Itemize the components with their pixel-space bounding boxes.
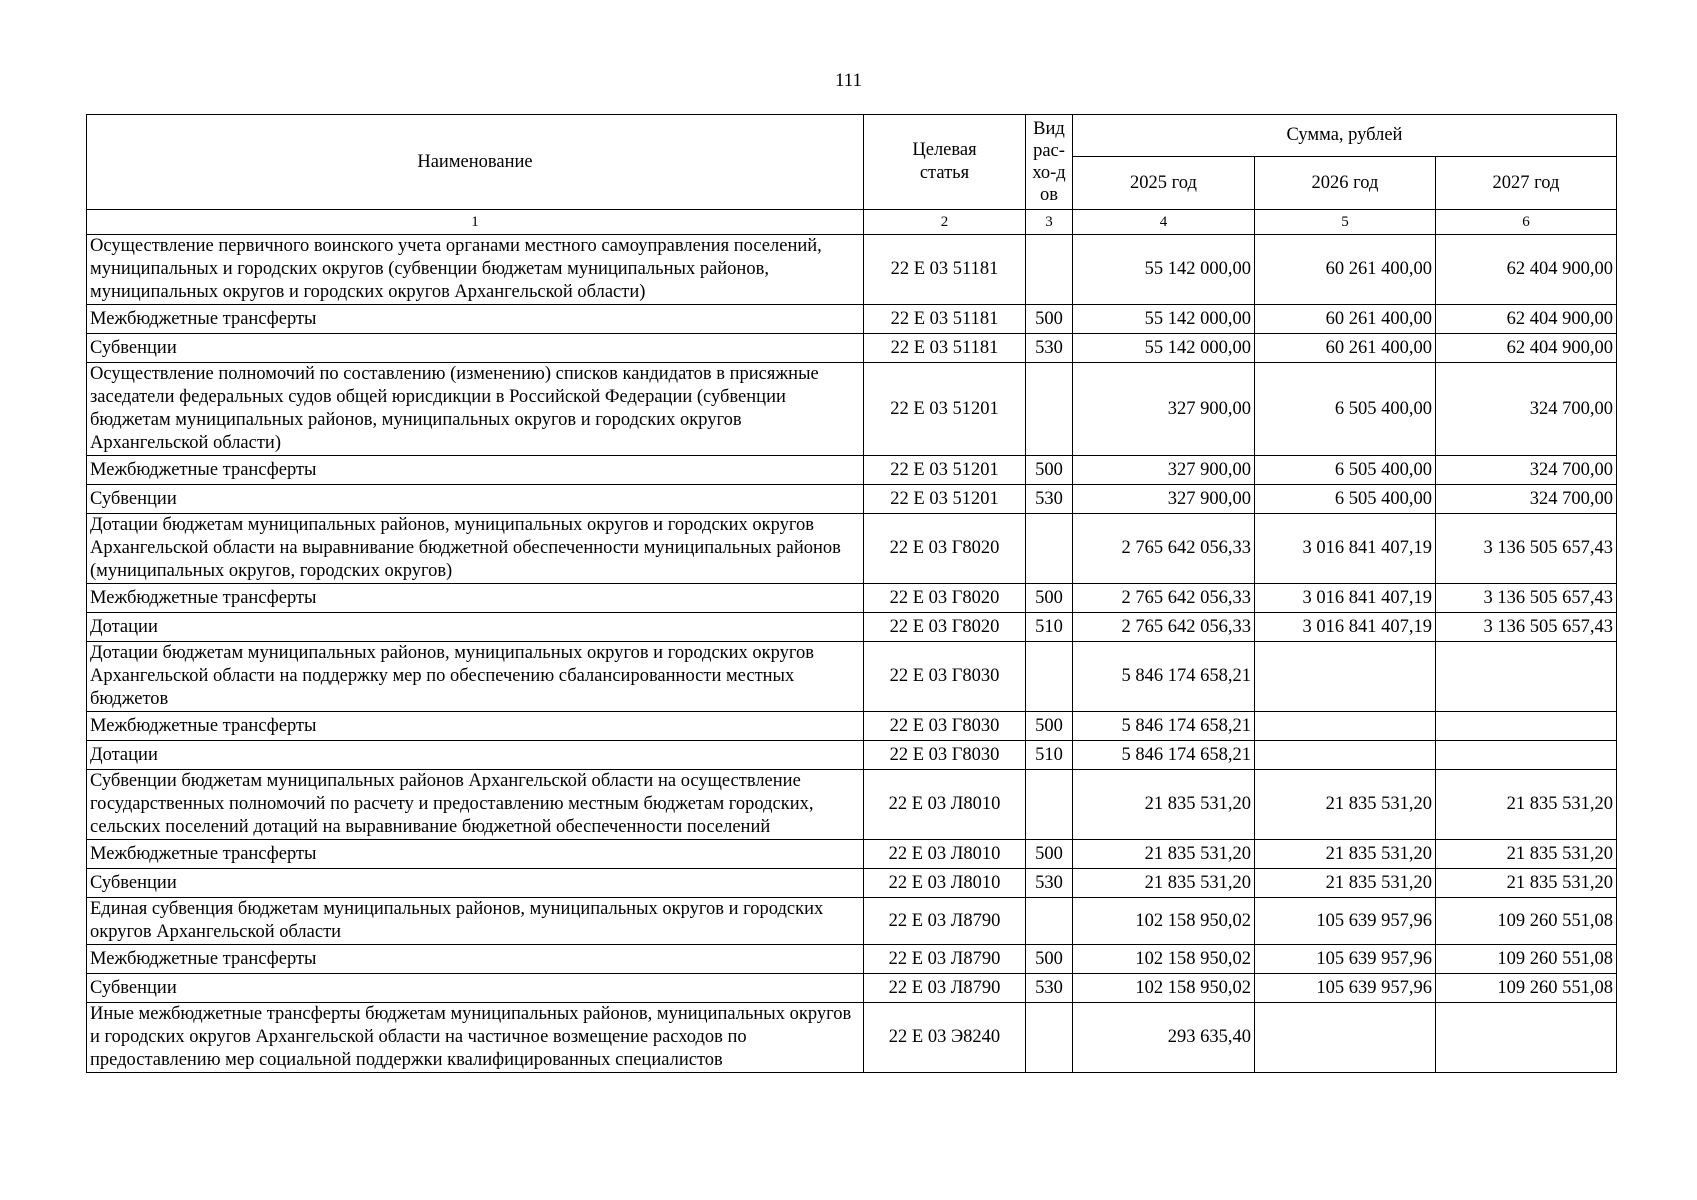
row-amount-2026: 3 016 841 407,19 [1255, 584, 1436, 613]
row-amount-2025: 5 846 174 658,21 [1073, 642, 1255, 712]
row-name: Осуществление полномочий по составлению (изменению) списков кандидатов в присяжные заседатели федеральных судов общей юрисдикции в Российской Федерации (субвенции бюджетам муниципальных районов, муниципальных округов и городских округов Архангельской области) [87, 363, 864, 456]
header-year-2025: 2025 год [1073, 157, 1255, 210]
row-target-article: 22 Е 03 51181 [864, 235, 1026, 305]
table-row [87, 363, 1617, 456]
table-row [87, 642, 1617, 712]
row-target-article: 22 Е 03 51201 [864, 485, 1026, 514]
table-row [87, 613, 1617, 642]
row-amount-2027: 324 700,00 [1436, 485, 1617, 514]
table-row [87, 945, 1617, 974]
row-amount-2027: 109 260 551,08 [1436, 945, 1617, 974]
table-row [87, 456, 1617, 485]
row-amount-2025: 102 158 950,02 [1073, 945, 1255, 974]
row-amount-2025: 21 835 531,20 [1073, 770, 1255, 840]
table-row [87, 974, 1617, 1003]
row-name: Межбюджетные трансферты [87, 712, 864, 741]
col-number: 2 [864, 210, 1026, 235]
header-year-2027: 2027 год [1436, 157, 1617, 210]
col-number: 3 [1026, 210, 1073, 235]
row-expense-type: 510 [1026, 741, 1073, 770]
row-name: Межбюджетные трансферты [87, 456, 864, 485]
row-name: Единая субвенция бюджетам муниципальных районов, муниципальных округов и городских округов Архангельской области [87, 898, 864, 945]
row-expense-type: 500 [1026, 945, 1073, 974]
row-expense-type [1026, 770, 1073, 840]
header-name: Наименование [87, 115, 864, 210]
row-expense-type [1026, 363, 1073, 456]
row-amount-2027: 3 136 505 657,43 [1436, 584, 1617, 613]
row-target-article: 22 Е 03 Г8030 [864, 712, 1026, 741]
table-row [87, 840, 1617, 869]
row-amount-2026: 105 639 957,96 [1255, 945, 1436, 974]
col-number: 4 [1073, 210, 1255, 235]
row-target-article: 22 Е 03 51201 [864, 456, 1026, 485]
row-target-article: 22 Е 03 Г8030 [864, 741, 1026, 770]
header-sum: Сумма, рублей [1073, 115, 1617, 157]
row-name: Субвенции [87, 974, 864, 1003]
row-amount-2026: 60 261 400,00 [1255, 334, 1436, 363]
table-row [87, 770, 1617, 840]
row-name: Дотации [87, 741, 864, 770]
row-expense-type [1026, 642, 1073, 712]
row-target-article: 22 Е 03 Л8790 [864, 898, 1026, 945]
table-row [87, 305, 1617, 334]
row-amount-2026: 21 835 531,20 [1255, 869, 1436, 898]
row-expense-type [1026, 898, 1073, 945]
row-expense-type [1026, 235, 1073, 305]
row-amount-2027: 324 700,00 [1436, 456, 1617, 485]
budget-table [86, 114, 1617, 1073]
row-amount-2026: 3 016 841 407,19 [1255, 514, 1436, 584]
row-amount-2025: 2 765 642 056,33 [1073, 514, 1255, 584]
row-amount-2027 [1436, 712, 1617, 741]
row-amount-2026: 105 639 957,96 [1255, 898, 1436, 945]
row-name: Дотации бюджетам муниципальных районов, муниципальных округов и городских округов Архангельской области на поддержку мер по обеспечению сбалансированности местных бюджетов [87, 642, 864, 712]
row-name: Субвенции [87, 485, 864, 514]
row-target-article: 22 Е 03 Л8790 [864, 945, 1026, 974]
row-expense-type: 500 [1026, 712, 1073, 741]
row-amount-2025: 5 846 174 658,21 [1073, 712, 1255, 741]
header-year-2026: 2026 год [1255, 157, 1436, 210]
row-amount-2027: 3 136 505 657,43 [1436, 514, 1617, 584]
table-row [87, 712, 1617, 741]
row-amount-2026 [1255, 712, 1436, 741]
row-amount-2027: 109 260 551,08 [1436, 898, 1617, 945]
row-target-article: 22 Е 03 Г8030 [864, 642, 1026, 712]
row-amount-2025: 55 142 000,00 [1073, 305, 1255, 334]
row-amount-2027: 21 835 531,20 [1436, 770, 1617, 840]
row-amount-2026: 60 261 400,00 [1255, 235, 1436, 305]
row-amount-2025: 55 142 000,00 [1073, 334, 1255, 363]
header-expense-type: Вид рас-хо-дов [1026, 115, 1073, 210]
row-amount-2027: 62 404 900,00 [1436, 235, 1617, 305]
row-amount-2027: 62 404 900,00 [1436, 334, 1617, 363]
row-amount-2025: 102 158 950,02 [1073, 974, 1255, 1003]
row-amount-2026 [1255, 642, 1436, 712]
row-amount-2026 [1255, 741, 1436, 770]
row-expense-type: 500 [1026, 584, 1073, 613]
row-amount-2025: 2 765 642 056,33 [1073, 613, 1255, 642]
table-row [87, 334, 1617, 363]
row-target-article: 22 Е 03 51181 [864, 305, 1026, 334]
col-number: 5 [1255, 210, 1436, 235]
row-target-article: 22 Е 03 Г8020 [864, 613, 1026, 642]
row-amount-2026: 21 835 531,20 [1255, 770, 1436, 840]
row-amount-2025: 21 835 531,20 [1073, 840, 1255, 869]
row-amount-2027: 21 835 531,20 [1436, 869, 1617, 898]
row-name: Субвенции [87, 869, 864, 898]
row-amount-2027: 21 835 531,20 [1436, 840, 1617, 869]
row-amount-2027 [1436, 642, 1617, 712]
row-amount-2027: 324 700,00 [1436, 363, 1617, 456]
row-amount-2025: 21 835 531,20 [1073, 869, 1255, 898]
row-expense-type [1026, 1003, 1073, 1073]
row-expense-type: 510 [1026, 613, 1073, 642]
table-row [87, 898, 1617, 945]
row-amount-2027: 3 136 505 657,43 [1436, 613, 1617, 642]
page-number: 111 [834, 70, 863, 91]
row-name: Дотации [87, 613, 864, 642]
row-amount-2026: 105 639 957,96 [1255, 974, 1436, 1003]
row-amount-2026: 6 505 400,00 [1255, 363, 1436, 456]
row-expense-type: 530 [1026, 974, 1073, 1003]
table-row [87, 741, 1617, 770]
row-expense-type: 500 [1026, 456, 1073, 485]
row-amount-2026: 60 261 400,00 [1255, 305, 1436, 334]
row-amount-2026: 3 016 841 407,19 [1255, 613, 1436, 642]
row-name: Осуществление первичного воинского учета органами местного самоуправления поселений, муниципальных и городских округов (субвенции бюджетам муниципальных районов, муниципальных округов и городских округов Архангельской области) [87, 235, 864, 305]
row-name: Субвенции [87, 334, 864, 363]
row-amount-2027: 109 260 551,08 [1436, 974, 1617, 1003]
row-name: Межбюджетные трансферты [87, 305, 864, 334]
row-amount-2025: 327 900,00 [1073, 363, 1255, 456]
header-column-numbers [87, 210, 1617, 235]
row-amount-2025: 327 900,00 [1073, 456, 1255, 485]
row-amount-2025: 293 635,40 [1073, 1003, 1255, 1073]
row-name: Дотации бюджетам муниципальных районов, муниципальных округов и городских округов Архангельской области на выравнивание бюджетной обеспеченности муниципальных районов (муниципальных округов, городских округов) [87, 514, 864, 584]
row-amount-2025: 55 142 000,00 [1073, 235, 1255, 305]
row-expense-type: 530 [1026, 869, 1073, 898]
row-target-article: 22 Е 03 51201 [864, 363, 1026, 456]
row-amount-2026: 21 835 531,20 [1255, 840, 1436, 869]
row-name: Межбюджетные трансферты [87, 945, 864, 974]
row-expense-type: 530 [1026, 485, 1073, 514]
col-number: 1 [87, 210, 864, 235]
row-name: Субвенции бюджетам муниципальных районов Архангельской области на осуществление государственных полномочий по расчету и предоставлению местным бюджетам городских, сельских поселений дотаций на выравнивание бюджетной обеспеченности поселений [87, 770, 864, 840]
row-amount-2026 [1255, 1003, 1436, 1073]
row-target-article: 22 Е 03 Г8020 [864, 514, 1026, 584]
row-name: Иные межбюджетные трансферты бюджетам муниципальных районов, муниципальных округов и городских округов Архангельской области на частичное возмещение расходов по предоставлению мер социальной поддержки квалифицированных специалистов [87, 1003, 864, 1073]
table-row [87, 235, 1617, 305]
row-amount-2027 [1436, 1003, 1617, 1073]
row-target-article: 22 Е 03 Г8020 [864, 584, 1026, 613]
row-amount-2026: 6 505 400,00 [1255, 485, 1436, 514]
col-number: 6 [1436, 210, 1617, 235]
row-target-article: 22 Е 03 Л8010 [864, 770, 1026, 840]
row-expense-type: 500 [1026, 305, 1073, 334]
row-amount-2025: 102 158 950,02 [1073, 898, 1255, 945]
row-target-article: 22 Е 03 Л8010 [864, 869, 1026, 898]
row-name: Межбюджетные трансферты [87, 584, 864, 613]
table-row [87, 485, 1617, 514]
table-row [87, 869, 1617, 898]
row-amount-2025: 327 900,00 [1073, 485, 1255, 514]
row-amount-2026: 6 505 400,00 [1255, 456, 1436, 485]
header-row-top [87, 115, 1617, 157]
row-expense-type: 530 [1026, 334, 1073, 363]
row-target-article: 22 Е 03 Л8790 [864, 974, 1026, 1003]
row-amount-2025: 5 846 174 658,21 [1073, 741, 1255, 770]
table-row [87, 514, 1617, 584]
row-name: Межбюджетные трансферты [87, 840, 864, 869]
row-amount-2027 [1436, 741, 1617, 770]
header-target-article: Целевая статья [864, 115, 1026, 210]
table-body [87, 235, 1617, 1073]
table-row [87, 1003, 1617, 1073]
row-amount-2027: 62 404 900,00 [1436, 305, 1617, 334]
row-amount-2025: 2 765 642 056,33 [1073, 584, 1255, 613]
row-target-article: 22 Е 03 Л8010 [864, 840, 1026, 869]
row-target-article: 22 Е 03 51181 [864, 334, 1026, 363]
row-expense-type: 500 [1026, 840, 1073, 869]
row-expense-type [1026, 514, 1073, 584]
table-row [87, 584, 1617, 613]
row-target-article: 22 Е 03 Э8240 [864, 1003, 1026, 1073]
